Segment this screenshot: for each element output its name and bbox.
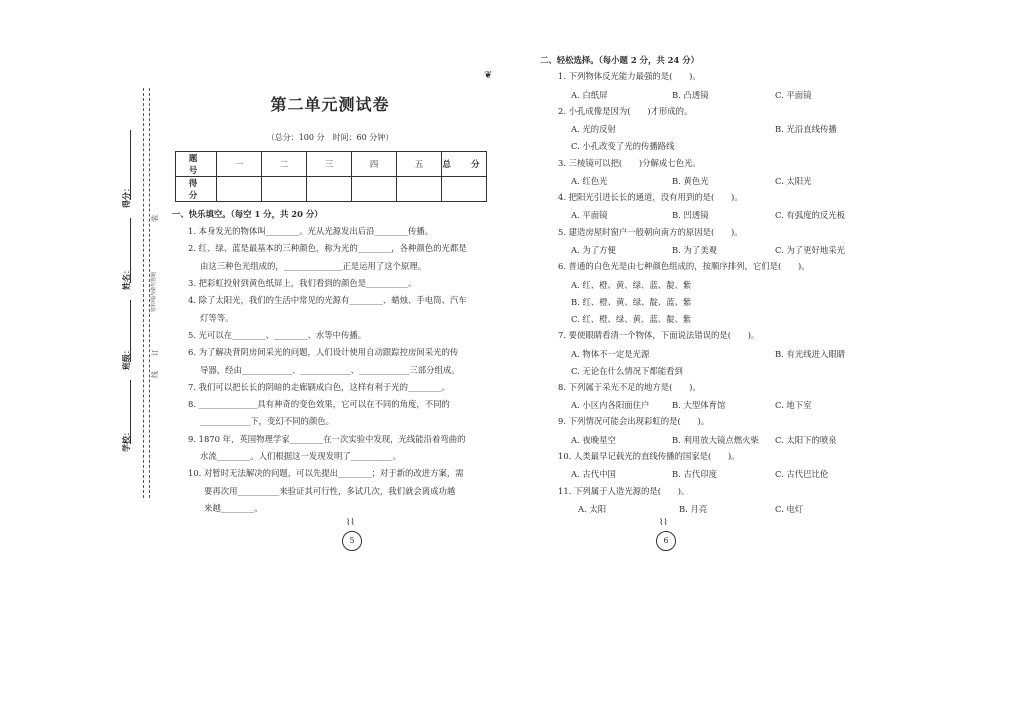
seal-char-2: 订 [151, 349, 159, 356]
question-text: 3. 三棱镜可以把( )分解成七色光。 [558, 158, 701, 168]
option[interactable]: C. 太阳光 [775, 176, 812, 186]
score-cell[interactable] [442, 177, 487, 202]
fill-blank-line: 来越________。 [204, 503, 263, 513]
score-header-cell: 题 号 [176, 152, 217, 177]
option[interactable]: A. 太阳 [578, 504, 607, 514]
fill-blank-line: 水流________。人们根据这一发现发明了__________。 [200, 451, 401, 461]
page-subtitle: （总分：100 分 时间：60 分钟） [266, 133, 394, 142]
question-text: 7. 要使眼睛看清一个物体，下面说法错误的是( )。 [558, 330, 760, 340]
score-table [175, 151, 487, 202]
option[interactable]: B. 为了美观 [672, 245, 717, 255]
seal-note: 密封线内请勿答题 [151, 271, 157, 312]
score-row-label: 得 分 [176, 177, 217, 202]
question-text: 5. 建造房屋时窗户一般朝向南方的原因是( )。 [558, 227, 743, 237]
score-cell[interactable] [262, 177, 307, 202]
option[interactable]: B. 有光线进入眼睛 [775, 349, 846, 359]
fill-blank-line: 1. 本身发光的物体叫________。光从光源发出后沿________传播。 [188, 226, 434, 236]
fill-blank-line: 7. 我们可以把长长的阴暗的走廊刷成白色，这样有利于光的________。 [188, 382, 450, 392]
name-blank-line [130, 218, 131, 283]
score-label: 得分： [121, 184, 131, 208]
school-label: 学校： [121, 428, 131, 452]
leaf-decoration: ❦ [484, 70, 493, 81]
option[interactable]: B. 月亮 [679, 504, 708, 514]
question-text: 10. 人类最早记载光的直线传播的国家是( )。 [558, 451, 740, 461]
score-header-cell: 总 分 [442, 152, 487, 177]
question-text: 9. 下列情况可能会出现彩虹的是( )。 [558, 416, 710, 426]
fill-blank-line: 9. 1870 年，英国物理学家________在一次实验中发现，光线能沿着弯曲的 [188, 434, 466, 444]
fill-blank-line: 5. 光可以在________、________、水等中传播。 [188, 330, 367, 340]
page-number-right: 6 [656, 531, 676, 551]
score-header-cell: 三 [307, 152, 352, 177]
section1-heading: 一、快乐填空。（每空 1 分，共 20 分） [172, 209, 323, 219]
fill-blank-line: ____________下，变幻不同的颜色。 [200, 416, 334, 426]
score-cell[interactable] [352, 177, 397, 202]
fill-blank-line: 3. 把彩虹投射到黄色纸屏上，我们看到的颜色是__________。 [188, 278, 417, 288]
option[interactable]: A. 为了方便 [571, 245, 616, 255]
question-text: 1. 下列物体反光能力最强的是( )。 [558, 71, 701, 81]
option[interactable]: A. 白纸屏 [571, 90, 608, 100]
option[interactable]: B. 大型体育馆 [672, 400, 726, 410]
score-blank-line [130, 130, 131, 200]
section2-heading: 二、轻松选择。（每小题 2 分，共 24 分） [540, 55, 699, 65]
question-text: 4. 把阳光引进长长的通道，没有用到的是( )。 [558, 192, 743, 202]
option[interactable]: A. 物体不一定是光源 [571, 349, 650, 359]
page-title: 第二单元测试卷 [270, 95, 390, 114]
score-cell[interactable] [397, 177, 442, 202]
option[interactable]: C. 古代巴比伦 [775, 469, 829, 479]
fill-blank-line: 8. ______________具有神奇的变色效果，它可以在不同的角度，不同的 [188, 399, 450, 409]
class-label: 班级： [121, 346, 131, 370]
bug-antenna-icon: ⌇⌇ [659, 518, 668, 528]
question-text: 8. 下列属于采光不足的地方是( )。 [558, 382, 701, 392]
fill-blank-line: 10. 对暂时无法解决的问题，可以先提出________；对于新的改进方案，需 [188, 468, 464, 478]
score-header-cell: 四 [352, 152, 397, 177]
option[interactable]: B. 光沿直线传播 [775, 124, 837, 134]
fill-blank-line: 4. 除了太阳光，我们的生活中常见的光源有________、蜡烛、手电筒、汽车 [188, 295, 467, 305]
option[interactable]: B. 红、橙、黄、绿、靛、蓝、紫 [571, 297, 692, 307]
score-header-cell: 二 [262, 152, 307, 177]
fill-blank-line: 要再次用__________来验证其可行性，多试几次，我们就会离成功越 [204, 486, 456, 496]
option[interactable]: A. 古代中国 [571, 469, 616, 479]
page-number-left: 5 [342, 531, 362, 551]
bug-antenna-icon: ⌇⌇ [346, 518, 355, 528]
dashed-cut-line [143, 88, 144, 498]
option[interactable]: B. 凹透镜 [672, 210, 709, 220]
class-blank-line [130, 300, 131, 362]
name-label: 姓名： [121, 266, 131, 290]
option[interactable]: A. 红色光 [571, 176, 608, 186]
score-cell[interactable] [307, 177, 352, 202]
option[interactable]: A. 红、橙、黄、绿、蓝、靛、紫 [571, 280, 692, 290]
score-header-cell: 一 [217, 152, 262, 177]
option[interactable]: A. 平面镜 [571, 210, 608, 220]
fill-blank-line: 由这三种色光组成的，______________正是运用了这个原理。 [200, 261, 427, 271]
score-header-cell: 五 [397, 152, 442, 177]
score-table-header-row [176, 152, 487, 177]
question-text: 6. 普通的白色光是由七种颜色组成的，按顺序排列，它们是( )。 [558, 261, 810, 271]
question-text: 11. 下列属于人造光源的是( )。 [558, 486, 690, 496]
fill-blank-line: 2. 红、绿、蓝是最基本的三种颜色，称为光的________，各种颜色的光都是 [188, 243, 467, 253]
option[interactable]: C. 太阳下的喷泉 [775, 435, 837, 445]
option[interactable]: C. 平面镜 [775, 90, 812, 100]
question-text: 2. 小孔成像是因为( )才形成的。 [558, 106, 693, 116]
option[interactable]: C. 地下室 [775, 400, 812, 410]
option[interactable]: B. 凸透镜 [672, 90, 709, 100]
option[interactable]: B. 利用放大镜点燃火柴 [672, 435, 759, 445]
option[interactable]: A. 夜晚星空 [571, 435, 616, 445]
fill-blank-line: 灯等等。 [200, 313, 234, 323]
fill-blank-line: 6. 为了解决背阴房间采光的问题，人们设计使用自动跟踪控房间采光的传 [188, 347, 459, 357]
option[interactable]: C. 有弧度的反光板 [775, 210, 846, 220]
score-cell[interactable] [217, 177, 262, 202]
fill-blank-line: 导器，经由____________、____________、____________三部分组成。 [200, 365, 460, 375]
option[interactable]: B. 古代印度 [672, 469, 717, 479]
seal-char-1: 装 [151, 215, 159, 222]
option[interactable]: C. 为了更好地采光 [775, 245, 846, 255]
score-table-score-row [176, 177, 487, 202]
option[interactable]: C. 电灯 [775, 504, 804, 514]
option[interactable]: A. 小区内各阳面住户 [571, 400, 650, 410]
school-blank-line [130, 380, 131, 444]
option[interactable]: C. 无论在什么情况下都能看到 [571, 366, 683, 376]
option[interactable]: B. 黄色光 [672, 176, 709, 186]
option[interactable]: A. 光的反射 [571, 124, 616, 134]
option[interactable]: C. 红、橙、绿、黄、蓝、靛、紫 [571, 314, 692, 324]
option[interactable]: C. 小孔改变了光的传播路线 [571, 141, 675, 151]
seal-char-3: 线 [151, 371, 159, 378]
